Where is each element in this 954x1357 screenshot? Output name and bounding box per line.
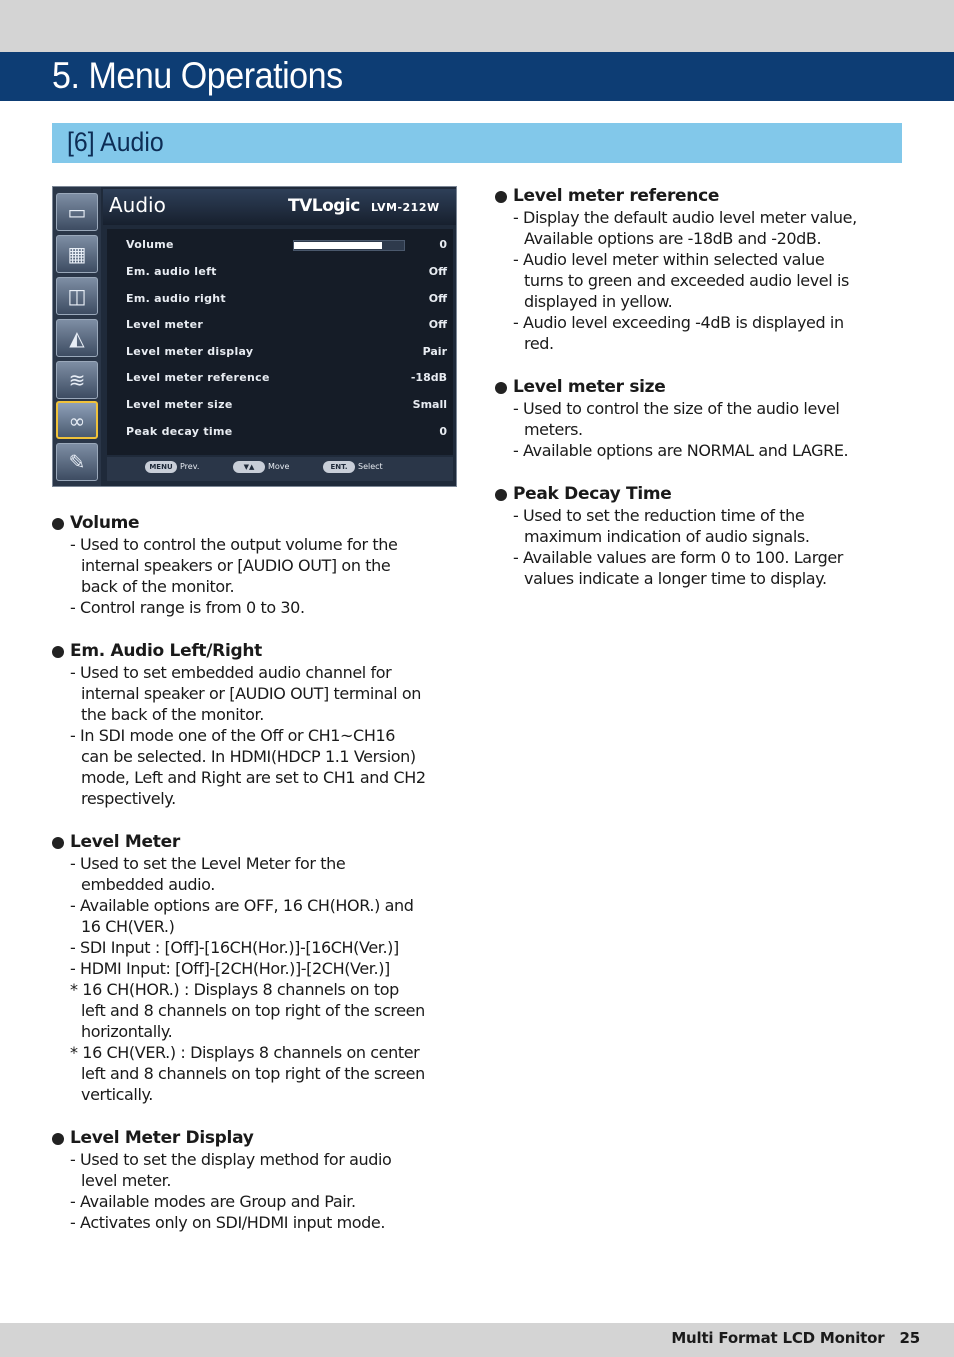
section-title: [6] Audio (67, 127, 164, 157)
body-line: values indicate a longer time to display. (524, 569, 827, 588)
heading-level-meter-size (495, 377, 905, 398)
body-line: - Audio level exceeding -4dB is displayed in (513, 313, 844, 332)
body-line: * 16 CH(VER.) : Displays 8 channels on center (70, 1043, 420, 1062)
bullet-icon (52, 518, 64, 530)
osd-row-label: Em. audio left (126, 265, 217, 278)
heading-volume (52, 513, 462, 534)
body-line: embedded audio. (81, 875, 215, 894)
osd-model: LVM-212W (371, 201, 440, 214)
osd-row-value: Pair (422, 345, 447, 358)
heading-text: Level meter size (513, 377, 666, 397)
body-line: - Used to set the display method for audio (70, 1150, 392, 1169)
body-line: - HDMI Input: [Off]-[2CH(Hor.)]-[2CH(Ver.)] (70, 959, 390, 978)
section-gap (52, 618, 462, 641)
osd-row-value: -18dB (410, 371, 447, 384)
body-line: Available options are -18dB and -20dB. (524, 229, 822, 248)
move-key-icon: ▼▲ (233, 461, 265, 473)
osd-row-label: Level meter reference (126, 371, 270, 384)
body-line: 16 CH(VER.) (81, 917, 175, 936)
osd-row-label: Level meter display (126, 345, 254, 358)
monitor-icon: ▭ (56, 193, 98, 231)
body-line: - Available modes are Group and Pair. (70, 1192, 356, 1211)
bullet-icon (52, 646, 64, 658)
section-gap (52, 809, 462, 832)
bullet-icon (52, 1133, 64, 1145)
osd-menu-screenshot (52, 186, 457, 487)
body-line: displayed in yellow. (524, 292, 673, 311)
waveform-icon: ≋ (56, 361, 98, 399)
enter-key-icon: ENT. (323, 461, 355, 473)
osd-menu-list (107, 229, 453, 455)
body-line: the back of the monitor. (81, 705, 264, 724)
osd-row-value: Off (428, 292, 447, 305)
osd-row-value: Small (412, 398, 447, 411)
osd-row-peak-decay-time (107, 418, 453, 444)
osd-row-level-meter-reference (107, 364, 453, 390)
body-line: - SDI Input : [Off]-[16CH(Hor.)]-[16CH(Ver.)] (70, 938, 399, 957)
picture-icon: ▦ (56, 235, 98, 273)
osd-title: Audio (109, 193, 166, 217)
body-line: - Used to set embedded audio channel for (70, 663, 392, 682)
body-line: * 16 CH(HOR.) : Displays 8 channels on top (70, 980, 399, 999)
heading-level-meter-reference (495, 186, 905, 207)
section-bar (52, 123, 902, 163)
body-line: level meter. (81, 1171, 172, 1190)
body-line: - Available options are OFF, 16 CH(HOR.) and (70, 896, 414, 915)
osd-row-level-meter (107, 311, 453, 337)
bullet-icon (495, 191, 507, 203)
audio-icon: ∞ (56, 401, 98, 439)
move-key-hint: Move (268, 462, 290, 471)
osd-row-level-meter-size (107, 391, 453, 417)
display-icon: ◫ (56, 277, 98, 315)
heading-text: Level meter reference (513, 186, 720, 206)
body-line: red. (524, 334, 554, 353)
volume-slider-fill (294, 242, 382, 249)
menu-key-icon: MENU (145, 461, 177, 473)
osd-header (103, 189, 456, 225)
body-line: internal speakers or [AUDIO OUT] on the (81, 556, 391, 575)
body-line: mode, Left and Right are set to CH1 and CH2 (81, 768, 426, 787)
body-line: - Control range is from 0 to 30. (70, 598, 305, 617)
footer-page-label: Multi Format LCD Monitor 25 (671, 1329, 920, 1347)
body-line: - Audio level meter within selected value (513, 250, 825, 269)
body-line: - In SDI mode one of the Off or CH1~CH16 (70, 726, 396, 745)
body-line: respectively. (81, 789, 176, 808)
osd-row-value: Off (428, 265, 447, 278)
left-column (52, 513, 462, 1233)
osd-sidebar (53, 187, 101, 486)
osd-row-em-audio-right (107, 285, 453, 311)
section-gap (495, 461, 905, 484)
body-line: - Used to set the Level Meter for the (70, 854, 346, 873)
body-line: internal speaker or [AUDIO OUT] terminal on (81, 684, 421, 703)
heading-text: Peak Decay Time (513, 484, 672, 504)
heading-text: Volume (70, 513, 140, 533)
osd-row-em-audio-left (107, 258, 453, 284)
body-line: meters. (524, 420, 583, 439)
enter-key-hint: Select (358, 462, 383, 471)
osd-row-value: 0 (439, 425, 447, 438)
bullet-icon (495, 382, 507, 394)
menu-key-hint: Prev. (180, 462, 200, 471)
section-gap (52, 1105, 462, 1128)
body-line: left and 8 channels on top right of the screen (81, 1001, 425, 1020)
osd-footer (107, 457, 453, 481)
body-line: turns to green and exceeded audio level is (524, 271, 849, 290)
body-line: - Activates only on SDI/HDMI input mode. (70, 1213, 386, 1232)
section-gap (495, 354, 905, 377)
heading-em-audio-left-right (52, 641, 462, 662)
top-strip (0, 0, 954, 52)
osd-brand: TVLogic (288, 196, 360, 216)
osd-row-label: Level meter size (126, 398, 233, 411)
heading-level-meter-display (52, 1128, 462, 1149)
satellite-icon: ◭ (56, 319, 98, 357)
body-line: back of the monitor. (81, 577, 235, 596)
body-line: - Available values are form 0 to 100. Larger (513, 548, 843, 567)
body-line: - Available options are NORMAL and LAGRE. (513, 441, 849, 460)
chapter-title: 5. Menu Operations (52, 55, 343, 96)
heading-text: Em. Audio Left/Right (70, 641, 262, 661)
body-line: - Used to control the size of the audio level (513, 399, 840, 418)
osd-row-level-meter-display (107, 338, 453, 364)
heading-text: Level Meter Display (70, 1128, 254, 1148)
osd-row-value: 0 (439, 238, 447, 251)
tools-icon: ✎ (56, 443, 98, 481)
osd-row-label: Peak decay time (126, 425, 233, 438)
osd-row-volume (107, 231, 453, 257)
body-line: left and 8 channels on top right of the screen (81, 1064, 425, 1083)
volume-slider (293, 240, 405, 251)
osd-row-value: Off (428, 318, 447, 331)
body-line: horizontally. (81, 1022, 173, 1041)
body-line: - Display the default audio level meter value, (513, 208, 857, 227)
osd-row-label: Level meter (126, 318, 204, 331)
heading-level-meter (52, 832, 462, 853)
body-line: maximum indication of audio signals. (524, 527, 810, 546)
heading-text: Level Meter (70, 832, 180, 852)
osd-row-label: Em. audio right (126, 292, 226, 305)
osd-row-label: Volume (126, 238, 174, 251)
body-line: can be selected. In HDMI(HDCP 1.1 Version) (81, 747, 416, 766)
right-column (495, 186, 905, 589)
body-line: - Used to control the output volume for the (70, 535, 398, 554)
bullet-icon (52, 837, 64, 849)
bullet-icon (495, 489, 507, 501)
heading-peak-decay-time (495, 484, 905, 505)
body-line: - Used to set the reduction time of the (513, 506, 805, 525)
body-line: vertically. (81, 1085, 153, 1104)
